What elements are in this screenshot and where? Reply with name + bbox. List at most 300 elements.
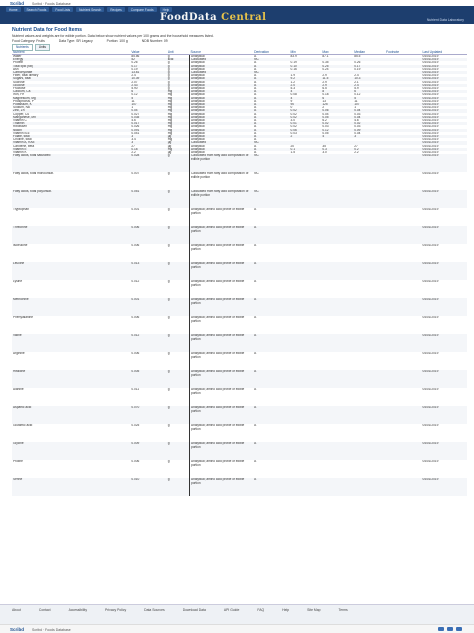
table-cell: 0.025 xyxy=(131,424,140,428)
footer-link[interactable]: Accessibility xyxy=(68,608,88,612)
table-cell: 2.0 xyxy=(290,84,322,87)
table-cell: Analytical; amino acid profile of edible portion xyxy=(189,460,253,478)
table-cell xyxy=(353,172,385,190)
table-cell: g xyxy=(167,80,170,84)
table-cell: Calculated from fatty acid composition of edible portion xyxy=(189,190,253,208)
table-cell: 2.9 xyxy=(322,74,327,78)
column-header[interactable]: Unit xyxy=(167,50,190,55)
table-cell xyxy=(385,154,421,172)
table-cell: g xyxy=(167,208,170,212)
table-cell: Analytical xyxy=(189,135,253,138)
table-cell xyxy=(385,406,421,424)
table-cell: A xyxy=(254,208,257,212)
table-cell: 5.9 xyxy=(354,87,359,91)
table-cell xyxy=(321,370,353,388)
table-cell xyxy=(385,460,421,478)
table-cell: Analytical xyxy=(189,151,253,154)
table-cell: 13 xyxy=(322,99,326,103)
table-cell: g xyxy=(167,87,170,91)
table-cell: Sodium, Na xyxy=(13,106,30,110)
footer-link[interactable]: Site Map xyxy=(307,608,321,612)
table-cell: 13.81 xyxy=(130,71,166,74)
table-cell: 0.001 xyxy=(131,208,140,212)
table-cell: 0.027 xyxy=(131,112,140,116)
table-cell: 5 xyxy=(130,97,166,100)
table-cell: Ash xyxy=(13,67,19,71)
table-cell: 0.012 xyxy=(130,334,166,352)
table-cell: g xyxy=(167,84,190,87)
table-cell: Analytical; amino acid profile of edible portion xyxy=(189,316,253,334)
table-cell: Calcium, Ca xyxy=(12,90,130,93)
column-header[interactable]: Footnote xyxy=(385,50,421,55)
table-cell: Vitamin E xyxy=(12,148,130,151)
table-row xyxy=(12,478,467,496)
table-cell xyxy=(353,442,385,460)
page-footer xyxy=(0,604,474,625)
table-cell: Carotene, beta xyxy=(13,144,35,148)
table-cell: 85.5 xyxy=(354,54,361,58)
table-cell: NC xyxy=(254,172,259,176)
table-cell: 04/01/2019 xyxy=(422,67,439,71)
table-cell: 04/01/2019 xyxy=(421,129,467,132)
table-cell: 1.9 xyxy=(290,74,295,78)
table-cell: 04/01/2019 xyxy=(421,65,467,68)
table-cell: Fatty acids, total monounsat. xyxy=(13,172,54,176)
table-cell: 0.01 xyxy=(290,122,322,125)
table-cell xyxy=(385,226,421,244)
table-cell: Serine xyxy=(12,478,130,496)
table-cell: 04/01/2019 xyxy=(421,190,467,208)
table-cell: Valine xyxy=(12,334,130,352)
table-cell: A xyxy=(253,122,289,125)
footer-link[interactable]: Terms xyxy=(338,608,348,612)
table-cell: 6 xyxy=(353,90,385,93)
table-cell: Analytical xyxy=(189,97,253,100)
tab-units[interactable]: Units xyxy=(35,44,50,51)
table-cell: 04/01/2019 xyxy=(421,442,467,460)
table-cell: Glutamic acid xyxy=(13,424,33,428)
table-cell: Arginine xyxy=(13,352,25,356)
table-cell xyxy=(385,316,421,334)
table-cell: Sucrose xyxy=(13,80,25,84)
table-cell: 0.006 xyxy=(130,226,166,244)
table-cell: 5 xyxy=(353,97,385,100)
table-row xyxy=(12,460,467,478)
table-cell: 0.03 xyxy=(354,125,361,129)
table-cell xyxy=(321,442,353,460)
table-cell: mg xyxy=(167,109,190,112)
table-cell: Vitamin C xyxy=(13,119,27,123)
table-cell: A xyxy=(254,125,257,129)
table-cell: 11 xyxy=(354,99,358,103)
table-cell: A xyxy=(253,77,289,80)
column-header[interactable]: Source xyxy=(189,50,253,55)
footer-link[interactable]: Contact xyxy=(38,608,51,612)
table-cell: Fiber, total dietary xyxy=(13,74,39,78)
table-cell: 04/01/2019 xyxy=(422,54,439,58)
nav-item[interactable]: Help xyxy=(160,7,173,12)
table-cell: 0.18 xyxy=(130,148,166,151)
table-cell: Water xyxy=(13,54,22,58)
table-cell: g xyxy=(167,352,170,356)
table-cell: Calculated from fatty acid composition of edible portion xyxy=(189,154,253,172)
table-cell xyxy=(353,406,385,424)
nav-item[interactable]: Recipes xyxy=(107,7,125,12)
table-cell: A xyxy=(254,460,257,464)
table-cell: 0.17 xyxy=(130,65,166,68)
table-cell: 04/01/2019 xyxy=(421,58,467,61)
table-cell: A xyxy=(253,370,289,388)
table-cell xyxy=(353,298,385,316)
table-cell: 04/01/2019 xyxy=(421,154,467,172)
page-description: Nutrient values and weights are for edible portion. Data below show nutrient values per 100 grams and the household measures listed. xyxy=(12,34,214,38)
table-cell xyxy=(353,262,385,280)
table-cell xyxy=(353,478,385,496)
brand-accent: Central xyxy=(221,12,267,23)
table-cell: Analytical; amino acid profile of edible portion xyxy=(189,298,253,316)
table-cell: 3 xyxy=(130,141,166,144)
table-cell: 0.2 xyxy=(353,148,385,151)
table-cell: g xyxy=(167,442,190,460)
table-cell: Analytical; amino acid profile of edible portion xyxy=(189,370,253,388)
table-cell xyxy=(385,424,421,442)
table-cell xyxy=(385,298,421,316)
table-cell: 0.24 xyxy=(322,67,329,71)
footer-link[interactable]: Help xyxy=(282,608,290,612)
table-cell: g xyxy=(167,262,190,280)
table-cell: Niacin xyxy=(12,129,130,132)
table-cell: 0.26 xyxy=(354,61,361,65)
table-row xyxy=(12,208,467,226)
table-cell: g xyxy=(167,478,190,496)
table-cell: g xyxy=(167,71,190,74)
footer-link[interactable]: FAQ xyxy=(257,608,265,612)
table-cell: 2.9 xyxy=(322,80,327,84)
table-cell: Analytical xyxy=(189,145,253,148)
table-cell: 04/01/2019 xyxy=(421,226,467,244)
table-cell xyxy=(353,208,385,226)
table-cell: 0.02 xyxy=(290,125,297,129)
table-cell: 04/01/2019 xyxy=(422,208,439,212)
table-cell xyxy=(290,334,322,352)
table-cell: 2.1 xyxy=(354,80,359,84)
column-header[interactable]: Value xyxy=(130,50,166,55)
table-row xyxy=(12,406,467,424)
table-cell xyxy=(321,388,353,406)
table-cell: g xyxy=(167,280,170,284)
table-cell xyxy=(353,460,385,478)
table-cell: 0.009 xyxy=(130,442,166,460)
table-cell xyxy=(290,298,322,316)
table-row xyxy=(12,442,467,460)
table-cell: 04/01/2019 xyxy=(421,71,467,74)
column-header[interactable]: Derivation xyxy=(253,50,289,55)
table-cell xyxy=(353,370,385,388)
table-cell: µg xyxy=(167,151,172,155)
footer-link[interactable]: API Guide xyxy=(223,608,240,612)
table-cell xyxy=(321,424,353,442)
table-cell: 0.26 xyxy=(131,61,138,65)
banner-link[interactable]: Nutrient Data Laboratory xyxy=(426,18,464,22)
table-cell: NC xyxy=(253,154,289,172)
table-cell: kcal xyxy=(167,58,190,61)
table-cell: 0.05 xyxy=(321,116,353,119)
table-cell: 4 xyxy=(321,135,353,138)
table-cell: Analytical; amino acid profile of edible portion xyxy=(189,388,253,406)
table-cell: 04/01/2019 xyxy=(421,103,467,106)
nav-item[interactable]: Compare Foods xyxy=(128,7,157,12)
table-cell xyxy=(290,442,322,460)
nav-item[interactable]: Food Lists xyxy=(52,7,73,12)
footer-link[interactable]: Download Data xyxy=(182,608,206,612)
table-cell xyxy=(353,190,385,208)
table-row xyxy=(12,316,467,334)
table-cell: Analytical xyxy=(189,61,253,64)
table-cell: 4 xyxy=(290,90,322,93)
table-cell: A xyxy=(254,99,257,103)
table-cell: 3.4 xyxy=(131,138,136,142)
table-cell: g xyxy=(167,316,170,320)
table-cell xyxy=(290,352,322,370)
table-cell: Alanine xyxy=(13,388,24,392)
table-cell: 0.02 xyxy=(290,116,322,119)
table-cell: mg xyxy=(167,90,190,93)
table-cell: 04/01/2019 xyxy=(422,244,439,248)
table-cell: A xyxy=(254,93,257,97)
table-cell: 04/01/2019 xyxy=(422,106,439,110)
table-cell: 11 xyxy=(131,99,135,103)
table-cell: 9 xyxy=(290,99,293,103)
table-cell: Copper, Cu xyxy=(13,112,30,116)
table-cell: 04/01/2019 xyxy=(421,122,467,125)
table-cell: A xyxy=(253,116,289,119)
table-cell: Analytical xyxy=(189,55,253,59)
table-cell xyxy=(353,424,385,442)
table-cell: 2.2 xyxy=(354,151,359,155)
table-cell: mg xyxy=(167,148,190,151)
table-cell: 0.12 xyxy=(354,93,361,97)
column-header[interactable]: Max xyxy=(321,50,353,55)
table-cell: g xyxy=(167,226,190,244)
table-cell: 04/01/2019 xyxy=(422,144,439,148)
table-cell: 0.16 xyxy=(290,67,297,71)
table-cell: Analytical xyxy=(189,148,253,151)
table-cell: g xyxy=(167,190,190,208)
table-cell: Analytical; amino acid profile of edible portion xyxy=(189,334,253,352)
table-cell: 0.12 xyxy=(321,129,353,132)
table-cell: Analytical xyxy=(189,125,253,128)
table-cell: g xyxy=(167,370,190,388)
table-cell: NC xyxy=(253,141,289,144)
table-cell: 0.19 xyxy=(290,61,297,65)
table-cell: mg xyxy=(167,116,190,119)
column-header[interactable]: Min xyxy=(290,50,322,55)
table-cell: Analytical xyxy=(189,138,253,141)
table-cell: 0.06 xyxy=(290,129,322,132)
table-cell: 04/01/2019 xyxy=(422,74,439,78)
footer-link[interactable]: Privacy Policy xyxy=(105,608,127,612)
table-cell: A xyxy=(253,334,289,352)
table-cell: Analytical; amino acid profile of edible portion xyxy=(189,352,253,370)
table-cell xyxy=(321,190,353,208)
table-cell xyxy=(385,208,421,226)
table-cell: A xyxy=(254,388,257,392)
table-cell: 0.006 xyxy=(131,352,140,356)
page-header xyxy=(12,27,467,43)
table-cell: A xyxy=(254,352,257,356)
nav-item[interactable]: Nutrient Search xyxy=(76,7,104,12)
table-cell: 0.006 xyxy=(131,244,140,248)
table-cell: Leucine xyxy=(12,262,130,280)
table-cell: Magnesium, Mg xyxy=(12,97,130,100)
table-cell: mg xyxy=(167,93,173,97)
table-cell: Analytical xyxy=(189,65,253,68)
table-cell: Glycine xyxy=(12,442,130,460)
table-cell xyxy=(353,388,385,406)
table-cell: 04/01/2019 xyxy=(422,99,439,103)
meta-item: Portion: 100 g xyxy=(106,39,128,43)
table-cell: A xyxy=(254,144,257,148)
table-cell: 87.1 xyxy=(322,54,329,58)
table-cell: A xyxy=(254,87,257,91)
table-cell: 04/01/2019 xyxy=(422,316,439,320)
table-cell xyxy=(353,352,385,370)
linkedin-icon[interactable] xyxy=(456,627,462,631)
table-cell: 04/01/2019 xyxy=(421,90,467,93)
table-cell: g xyxy=(167,172,170,176)
table-row xyxy=(12,424,467,442)
table-cell: 0.041 xyxy=(131,131,140,135)
table-cell: mg xyxy=(167,112,173,116)
table-cell: Analytical xyxy=(189,132,253,135)
facebook-icon[interactable] xyxy=(438,627,444,631)
table-cell: g xyxy=(167,460,170,464)
bottom-logo[interactable]: Scribd xyxy=(10,627,25,632)
table-cell: A xyxy=(253,442,289,460)
table-cell: 04/01/2019 xyxy=(422,61,439,65)
table-cell xyxy=(290,154,322,172)
twitter-icon[interactable] xyxy=(447,627,453,631)
table-cell: 9.2 xyxy=(290,77,322,80)
column-header[interactable]: Median xyxy=(353,50,385,55)
table-cell: Fructose xyxy=(13,87,26,91)
table-cell: 0.007 xyxy=(131,172,140,176)
table-cell xyxy=(290,478,322,496)
table-cell xyxy=(321,154,353,172)
table-cell: Analytical xyxy=(189,113,253,116)
table-cell: 04/01/2019 xyxy=(421,109,467,112)
table-cell: Analytical xyxy=(189,103,253,106)
footer-link[interactable]: About xyxy=(12,608,21,612)
table-cell xyxy=(290,280,322,298)
table-cell: 2 xyxy=(322,106,325,110)
table-cell: 0.051 xyxy=(130,190,166,208)
table-cell xyxy=(353,316,385,334)
table-cell: 04/01/2019 xyxy=(421,77,467,80)
table-cell xyxy=(353,244,385,262)
table-cell: 85.56 xyxy=(131,54,140,58)
table-cell: 0.02 xyxy=(290,112,297,116)
table-cell: 0.001 xyxy=(130,298,166,316)
table-cell xyxy=(321,208,353,226)
table-cell: g xyxy=(167,334,190,352)
table-cell: A xyxy=(253,97,289,100)
table-cell: A xyxy=(254,67,257,71)
table-cell: Choline, total xyxy=(13,138,32,142)
table-cell: A xyxy=(253,135,289,138)
table-cell: Analytical xyxy=(189,106,253,109)
table-row xyxy=(12,190,467,208)
table-cell: g xyxy=(167,77,190,80)
table-cell: Carbohydrate xyxy=(12,71,130,74)
nav-item[interactable]: Search Foods xyxy=(24,7,50,12)
table-cell: A xyxy=(254,54,257,58)
table-cell: 1.2 xyxy=(290,80,295,84)
table-cell: 0.035 xyxy=(130,116,166,119)
table-cell: Analytical xyxy=(189,87,253,90)
table-cell: 0.02 xyxy=(353,122,385,125)
tab-nutrients[interactable]: Nutrients xyxy=(12,44,33,51)
table-cell: Methionine xyxy=(12,298,130,316)
table-cell: 0.013 xyxy=(130,262,166,280)
table-cell: Analytical xyxy=(189,100,253,103)
column-header[interactable]: Nutrient xyxy=(12,50,130,55)
table-cell: A xyxy=(254,106,257,110)
table-cell: 0.09 xyxy=(353,129,385,132)
table-cell xyxy=(321,406,353,424)
table-cell: 4.6 xyxy=(131,119,136,123)
nav-item[interactable]: Home xyxy=(6,7,21,12)
column-header[interactable]: Last Updated xyxy=(421,50,467,55)
table-cell: 2.2 xyxy=(131,151,136,155)
table-cell: mg xyxy=(167,103,190,106)
footer-link[interactable]: Data Sources xyxy=(144,608,165,612)
table-cell: µg xyxy=(167,135,190,138)
table-cell: mg xyxy=(167,97,190,100)
table-cell: Analytical xyxy=(189,119,253,122)
table-row xyxy=(12,280,467,298)
table-cell: A xyxy=(254,80,257,84)
table-cell xyxy=(290,388,322,406)
table-cell: 04/01/2019 xyxy=(421,262,467,280)
table-cell xyxy=(290,460,322,478)
table-cell: 107 xyxy=(130,103,166,106)
site-logo[interactable]: Scribd xyxy=(10,1,25,6)
table-cell: Phenylalanine xyxy=(13,316,34,320)
table-cell: Riboflavin xyxy=(13,125,27,129)
meta-item: Data Type: SR Legacy xyxy=(58,39,93,43)
table-cell: g xyxy=(167,74,170,78)
table-cell: 0.04 xyxy=(353,109,385,112)
table-cell xyxy=(385,280,421,298)
table-cell: 2.4 xyxy=(353,84,385,87)
table-cell xyxy=(385,370,421,388)
table-cell: 04/01/2019 xyxy=(421,97,467,100)
table-cell: 0.02 xyxy=(290,109,322,112)
table-cell: 52 xyxy=(130,58,166,61)
social-links xyxy=(438,627,462,631)
table-cell: 04/01/2019 xyxy=(421,84,467,87)
table-cell: 0.19 xyxy=(354,67,361,71)
table-body xyxy=(12,55,467,497)
table-cell: Analytical; amino acid profile of edible portion xyxy=(189,244,253,262)
table-cell: 0.026 xyxy=(131,125,140,129)
table-cell: Lysine xyxy=(13,280,23,284)
table-cell: 27 xyxy=(131,144,135,148)
table-cell: 0.03 xyxy=(354,112,361,116)
table-cell: NC xyxy=(253,71,289,74)
table-cell: g xyxy=(167,298,190,316)
